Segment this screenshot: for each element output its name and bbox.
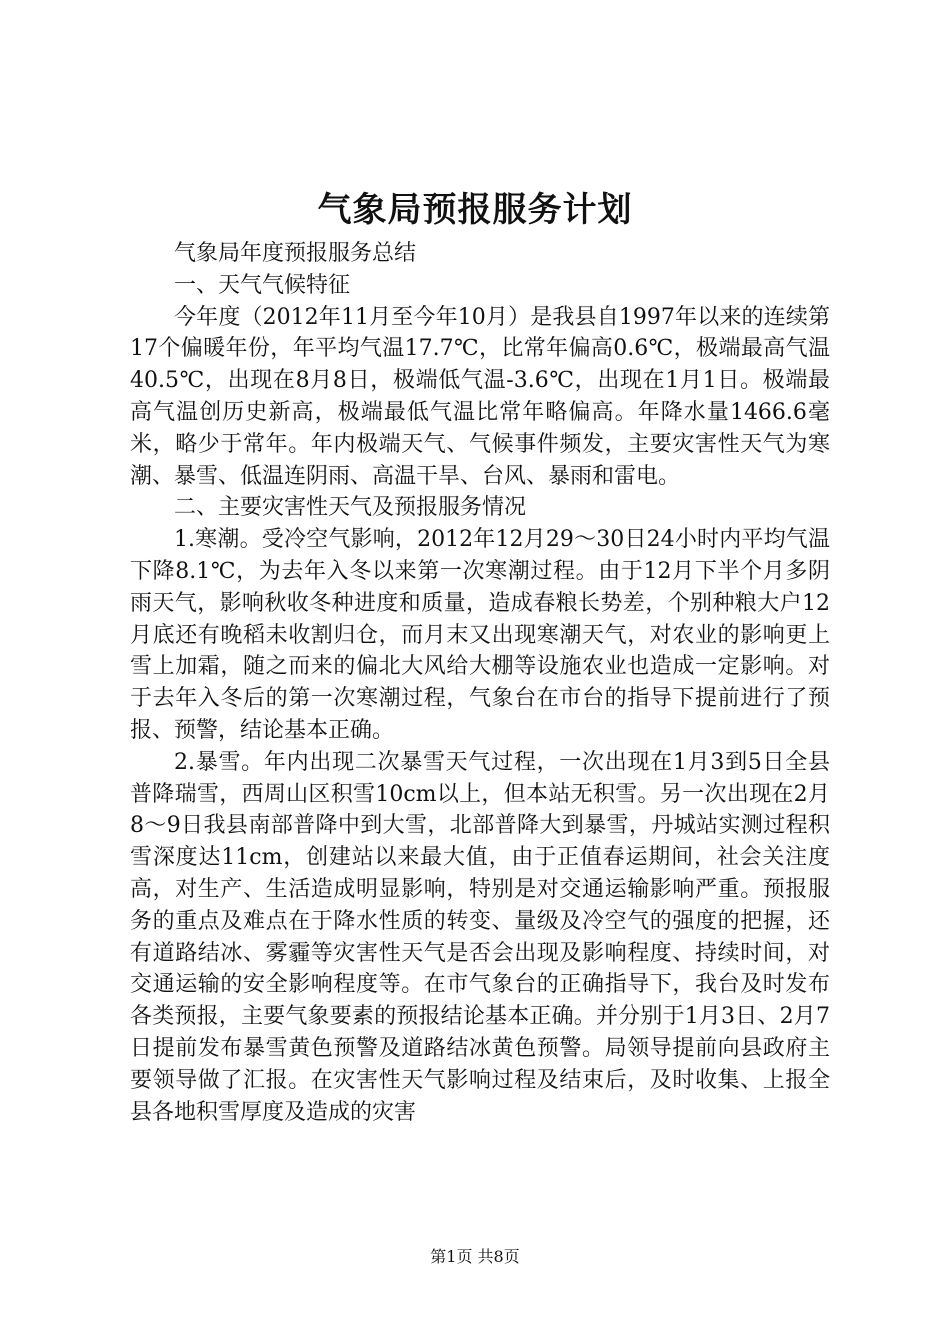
document-title: 气象局预报服务计划 — [317, 190, 633, 230]
paragraph-section-heading-2: 二、主要灾害性天气及预报服务情况 — [174, 495, 527, 521]
paragraph-cold-wave: 1.寒潮。受冷空气影响，2012年12月29～30日24小时内平均气温下降8.1℃，为去年入冬以来第一次寒潮过程。由于12月下半个月多阴雨天气，影响秋收冬种进度和质量，造成春粮长势差，个别种粮大户12月底还有晚稻未收割归仓，而月末又出现寒潮天气，对农业的影响更上雪上加霜，随之而来的偏北大风给大棚等设施农业也造成一定影响。对于去年入冬后的第一次寒潮过程，气象台在市台的指导下提前进行了预报、预警，结论基本正确。 — [130, 527, 830, 743]
paragraph-subtitle: 气象局年度预报服务总结 — [174, 241, 417, 266]
paragraph-climate-features: 今年度（2012年11月至今年10月）是我县自1997年以来的连续第17个偏暖年份，年平均气温17.7℃，比常年偏高0.6℃，极端最高气温40.5℃，出现在8月8日，极端低气温-3.6℃，出现在1月1日。极端最高气温创历史新高，极端最低气温比常年略偏高。年降水量1466.6毫米，略少于常年。年内极端天气、气候事件频发，主要灾害性天气为寒潮、暴雪、低温连阴雨、高温干旱、台风、暴雨和雷电。 — [130, 304, 830, 489]
paragraph-section-heading-1: 一、天气气候特征 — [174, 272, 351, 298]
page-number-footer: 第1页 共8页 — [430, 1247, 520, 1266]
paragraph-blizzard: 2.暴雪。年内出现二次暴雪天气过程，一次出现在1月3到5日全县普降瑞雪，西周山区积雪10cm以上，但本站无积雪。另一次出现在2月8～9日我县南部普降中到大雪，北部普降大到暴雪，丹城站实测过程积雪深度达11cm，创建站以来最大值，由于正值春运期间，社会关注度高，对生产、生活造成明显影响，特别是对交通运输影响严重。预报服务的重点及难点在于降水性质的转变、量级及冷空气的强度的把握，还有道路结冰、雾霾等灾害性天气是否会出现及影响程度、持续时间，对交通运输的安全影响程度等。在市气象台的正确指导下，我台及时发布各类预报，主要气象要素的预报结论基本正确。并分别于1月3日、2月7日提前发布暴雪黄色预警及道路结冰黄色预警。局领导提前向县政府主要领导做了汇报。在灾害性天气影响过程及结束后，及时收集、上报全县各地积雪厚度及造成的灾害 — [130, 749, 830, 1125]
document-body — [130, 238, 830, 1128]
